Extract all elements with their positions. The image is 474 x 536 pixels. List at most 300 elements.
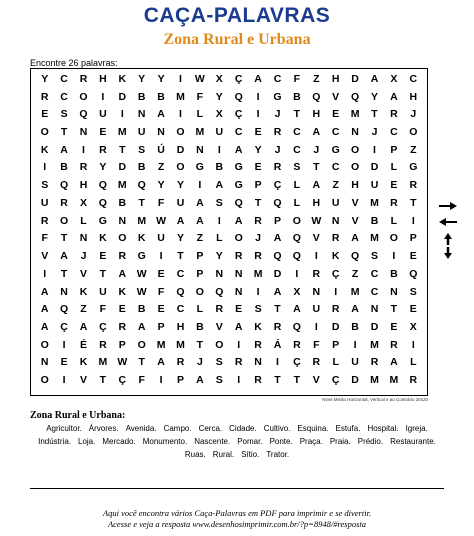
grid-letter: F [157,285,165,298]
grid-letter: L [390,214,398,227]
word-list-item: Avenida. [125,424,157,433]
grid-letter: R [99,338,107,351]
grid-letter: I [43,161,47,174]
grid-letter: I [314,320,318,333]
grid-letter: Q [60,303,69,316]
grid-letter: F [196,90,204,103]
grid-letter: I [373,143,376,156]
grid-letter: Y [254,143,262,156]
grid-letter: S [215,374,223,387]
grid-letter: P [409,232,417,245]
arrow-left-icon [436,216,460,228]
grid-letter: F [293,72,301,85]
grid-letter: P [196,267,204,280]
grid-letter: N [370,303,379,316]
word-list-item: Árvores. [88,424,119,433]
grid-letter: Y [215,250,223,263]
grid-letter: Q [409,267,418,280]
grid-letter: P [157,320,165,333]
grid-letter: O [234,232,243,245]
grid-letter: V [79,267,87,280]
grid-letter: G [409,161,418,174]
grid-letter: W [156,214,167,227]
grid-letter: D [118,161,127,174]
grid-letter: B [390,267,398,280]
grid-letter: I [159,250,163,263]
grid-letter: H [79,179,88,192]
grid-letter: A [176,214,185,227]
grid-letter: M [370,338,379,351]
grid-letter: U [99,108,107,121]
grid-letter: P [332,338,340,351]
grid-letter: D [351,72,359,85]
grid-letter: I [237,374,241,387]
grid-letter: Z [80,303,87,316]
grid-letter: Ç [118,374,127,387]
grid-letter: A [351,232,359,245]
grid-letter: D [351,374,359,387]
grid-letter: U [176,196,185,209]
grid-letter: P [118,338,126,351]
grid-letter: A [351,303,359,316]
grid-letter: F [313,338,320,351]
grid-letter: Y [157,72,165,85]
word-list-item: Restaurante. [390,437,436,446]
grid-note: Nível Médio Horizontal, Vertical e ao Contrário 20x20 [322,397,428,402]
grid-letter: B [157,90,165,103]
grid-letter: B [137,161,146,174]
word-list-item: Trator. [266,450,290,459]
grid-letter: L [410,356,417,369]
grid-letter: O [292,214,301,227]
grid-letter: I [62,338,66,351]
grid-letter: N [157,126,165,139]
grid-letter: Y [138,72,146,85]
grid-letter: Q [292,232,301,245]
grid-letter: K [331,250,340,263]
word-list [30,424,444,459]
grid-letter: N [234,285,243,298]
grid-letter: Z [157,161,165,174]
grid-letter: D [331,320,340,333]
grid-letter: Z [313,72,320,85]
grid-letter: M [350,108,360,121]
grid-letter: R [234,356,243,369]
grid-letter: R [60,196,68,209]
grid-letter: I [334,285,338,298]
grid-letter: Q [292,250,301,263]
grid-letter: B [196,320,204,333]
grid-letter: O [137,338,146,351]
grid-letter: R [390,196,398,209]
grid-letter: F [157,196,165,209]
grid-letter: D [176,143,185,156]
grid-letter: Q [98,196,107,209]
word-list-item: Indústria. [38,437,71,446]
grid-letter: O [409,126,418,139]
grid-letter: Ç [293,356,301,369]
grid-letter: M [370,196,379,209]
grid-letter: A [40,303,49,316]
grid-letter: N [79,126,88,139]
grid-letter: A [273,232,282,245]
grid-letter: O [40,374,49,387]
grid-letter: S [41,179,49,192]
grid-letter: E [390,320,398,333]
grid-letter: U [99,285,107,298]
grid-letter: A [196,214,204,227]
grid-letter: G [273,90,282,103]
grid-letter: C [370,267,379,280]
grid-letter: Q [137,179,146,192]
grid-letter: E [332,108,340,121]
grid-letter: C [390,126,398,139]
grid-letter: Q [273,196,282,209]
grid-letter: E [409,303,417,316]
grid-letter: N [331,214,340,227]
grid-letter: D [118,90,127,103]
grid-letter: F [138,374,145,387]
word-list-item: Pomar. [237,437,263,446]
grid-letter: P [176,374,184,387]
grid-letter: E [118,303,126,316]
grid-letter: U [312,303,321,316]
grid-letter: B [137,303,146,316]
grid-letter: G [98,214,107,227]
grid-letter: X [409,320,417,333]
grid-letter: S [215,196,223,209]
page-subtitle: Zona Rural e Urbana [163,31,311,48]
grid-letter: M [176,338,185,351]
grid-letter: I [62,374,66,387]
grid-letter: A [215,179,224,192]
grid-letter: M [176,90,185,103]
grid-letter: C [176,303,185,316]
grid-letter: V [332,90,340,103]
grid-letter: Q [60,179,69,192]
grid-letter: S [409,285,417,298]
grid-letter: E [254,161,262,174]
grid-letter: C [176,267,185,280]
grid-letter: A [234,320,243,333]
grid-letter: G [331,143,340,156]
grid-letter: A [254,72,262,85]
grid-letter: Y [215,90,223,103]
grid-letter: A [40,285,49,298]
grid-letter: Ç [331,267,340,280]
grid-letter: M [389,374,399,387]
grid-letter: T [60,126,68,139]
grid-letter: T [99,374,107,387]
grid-letter: C [293,143,301,156]
grid-letter: I [256,285,260,298]
grid-letter: T [60,267,68,280]
grid-letter: F [99,303,107,316]
grid-letter: R [79,72,88,85]
grid-letter: I [256,108,260,121]
grid-letter: H [312,108,321,121]
grid-letter: O [176,126,185,139]
word-list-item: Sítio. [241,450,260,459]
grid-letter: Q [234,196,243,209]
grid-letter: H [176,320,185,333]
word-list-item: Estufa. [335,424,361,433]
grid-letter: Q [292,320,301,333]
grid-letter: R [409,374,418,387]
grid-letter: R [40,90,49,103]
grid-letter: E [99,250,107,263]
grid-letter: G [234,161,243,174]
grid-letter: Z [410,143,417,156]
grid-letter: Y [370,90,378,103]
grid-letter: S [254,303,262,316]
word-list-item: Nascente. [194,437,231,446]
arrow-right-icon [436,200,460,212]
grid-letter: R [234,250,243,263]
grid-letter: T [177,250,184,263]
grid-letter: I [120,108,124,121]
grid-letter: L [332,356,339,369]
grid-letter: É [79,338,87,351]
grid-letter: E [157,303,165,316]
grid-letter: I [276,356,279,369]
grid-letter: A [312,126,321,139]
grid-letter: A [157,108,165,121]
grid-letter: Ç [234,108,243,121]
word-count-label: Encontre 26 palavras: [30,58,118,68]
grid-letter: A [312,179,321,192]
word-list-item: Cultivo. [263,424,291,433]
grid-letter: R [118,320,127,333]
grid-letter: L [196,108,204,121]
grid-letter: Q [273,250,282,263]
grid-letter: A [157,356,165,369]
grid-letter: I [237,338,241,351]
grid-letter: O [195,285,204,298]
grid-letter: Y [176,179,184,192]
grid-letter: P [390,143,398,156]
grid-letter: R [390,338,398,351]
grid-letter: Z [351,267,359,280]
grid-letter: A [390,90,398,103]
grid-letter: Ç [99,320,107,333]
grid-letter: R [331,232,340,245]
grid-letter: C [293,126,301,139]
grid-letter: R [273,126,282,139]
grid-letter: O [118,232,127,245]
grid-letter: U [331,196,340,209]
grid-letter: S [215,356,223,369]
grid-letter: T [119,143,126,156]
grid-letter: N [351,126,359,139]
word-list-item: Cidade. [229,424,257,433]
word-list-item: Prédio. [357,437,384,446]
grid-letter: O [79,90,88,103]
grid-letter: K [254,320,262,333]
word-list-item: Esquina. [297,424,329,433]
grid-letter: O [176,161,185,174]
grid-letter: M [117,179,127,192]
grid-letter: R [254,374,262,387]
grid-letter: P [196,250,204,263]
grid-letter: V [312,232,320,245]
grid-letter: U [137,126,146,139]
grid-letter: U [215,126,224,139]
grid-letter: Y [99,161,107,174]
puzzle-grid-box [30,68,428,396]
grid-letter: H [331,72,340,85]
grid-letter: O [40,338,49,351]
grid-letter: T [60,232,68,245]
grid-letter: A [390,356,398,369]
grid-letter: N [234,267,243,280]
grid-letter: C [60,72,68,85]
grid-letter: E [99,126,107,139]
grid-letter: C [331,126,340,139]
grid-letter: W [117,356,128,369]
grid-letter: C [60,90,68,103]
grid-letter: T [196,338,204,351]
grid-letter: I [179,72,182,85]
grid-letter: T [293,108,301,121]
grid-letter: W [136,285,147,298]
grid-letter: R [254,214,262,227]
grid-letter: J [255,232,262,245]
grid-letter: B [293,90,301,103]
grid-letter: Q [351,90,360,103]
grid-letter: R [390,108,398,121]
grid-letter: B [351,320,359,333]
grid-letter: A [273,285,282,298]
grid-letter: V [312,374,320,387]
grid-letter: D [273,267,282,280]
grid-letter: M [350,285,360,298]
grid-letter: U [40,196,49,209]
grid-letter: A [118,267,127,280]
grid-letter: N [390,285,398,298]
grid-letter: R [331,303,340,316]
grid-letter: J [196,356,203,369]
grid-letter: Z [196,232,204,245]
grid-letter: N [137,108,146,121]
grid-letter: Ç [60,320,68,333]
grid-letter: K [40,143,49,156]
grid-letter: G [195,161,204,174]
grid-letter: D [370,161,379,174]
word-list-item: Rural. [212,450,235,459]
grid-letter: R [409,179,418,192]
grid-letter: A [234,143,243,156]
grid-letter: Z [332,179,339,192]
grid-letter: A [60,250,68,263]
grid-letter: V [351,214,359,227]
grid-letter: Q [312,90,321,103]
grid-letter: I [256,90,260,103]
grid-letter: I [101,90,105,103]
grid-letter: N [312,285,321,298]
grid-letter: E [235,303,243,316]
grid-letter: L [390,161,398,174]
grid-letter: K [99,232,107,245]
grid-letter: B [137,90,146,103]
word-list-item: Praia. [329,437,351,446]
grid-letter: R [215,303,224,316]
grid-letter: M [370,232,379,245]
word-list-item: Praça. [299,437,323,446]
grid-letter: U [157,232,165,245]
footer-divider [30,488,444,489]
grid-letter: T [410,196,417,209]
word-list-title: Zona Rural e Urbana: [30,410,126,421]
grid-letter: C [273,72,282,85]
grid-letter: K [118,285,127,298]
grid-letter: G [137,250,146,263]
grid-letter: A [234,214,243,227]
grid-letter: R [176,356,185,369]
grid-letter: R [293,338,301,351]
page-title: CAÇA-PALAVRAS [143,4,331,27]
grid-letter: I [392,250,396,263]
grid-letter: S [293,161,301,174]
word-list-item: Loja. [78,437,96,446]
grid-letter: X [390,72,398,85]
grid-letter: B [215,161,224,174]
grid-letter: T [274,374,281,387]
grid-letter: S [138,143,146,156]
grid-letter: Q [234,90,243,103]
grid-letter: R [40,214,49,227]
grid-letter: H [312,196,321,209]
grid-letter: M [117,126,127,139]
grid-letter: Ç [234,72,243,85]
grid-letter: E [390,179,398,192]
grid-letter: N [196,143,204,156]
grid-letter: T [274,303,281,316]
grid-letter: I [411,338,415,351]
grid-letter: R [79,161,88,174]
grid-letter: I [82,143,85,156]
grid-letter: C [234,126,243,139]
footer-line-2: Acesse e veja a resposta www.desenhosimprimir.com.br/?p=8948/#resposta [107,519,367,529]
grid-letter: R [273,320,282,333]
grid-letter: I [198,179,202,192]
puzzle-grid [35,70,423,389]
grid-letter: K [79,285,88,298]
grid-letter: E [409,250,417,263]
word-list-item: Hospital. [367,424,399,433]
grid-letter: U [370,179,379,192]
grid-letter: G [234,179,243,192]
grid-letter: R [99,143,107,156]
grid-letter: J [80,250,87,263]
grid-letter: I [353,338,357,351]
grid-letter: Y [157,179,165,192]
grid-letter: J [274,143,281,156]
grid-letter: V [215,320,223,333]
grid-letter: C [331,161,340,174]
grid-letter: V [351,196,359,209]
word-list-item: Agricultor. [46,424,82,433]
grid-letter: I [411,214,415,227]
word-list-item: Monumento. [142,437,188,446]
grid-letter: H [351,179,359,192]
word-list-item: Igreja. [405,424,428,433]
grid-letter: A [40,320,49,333]
grid-letter: S [60,108,68,121]
grid-letter: O [389,232,398,245]
grid-letter: Ç [273,179,282,192]
grid-letter: N [254,356,262,369]
